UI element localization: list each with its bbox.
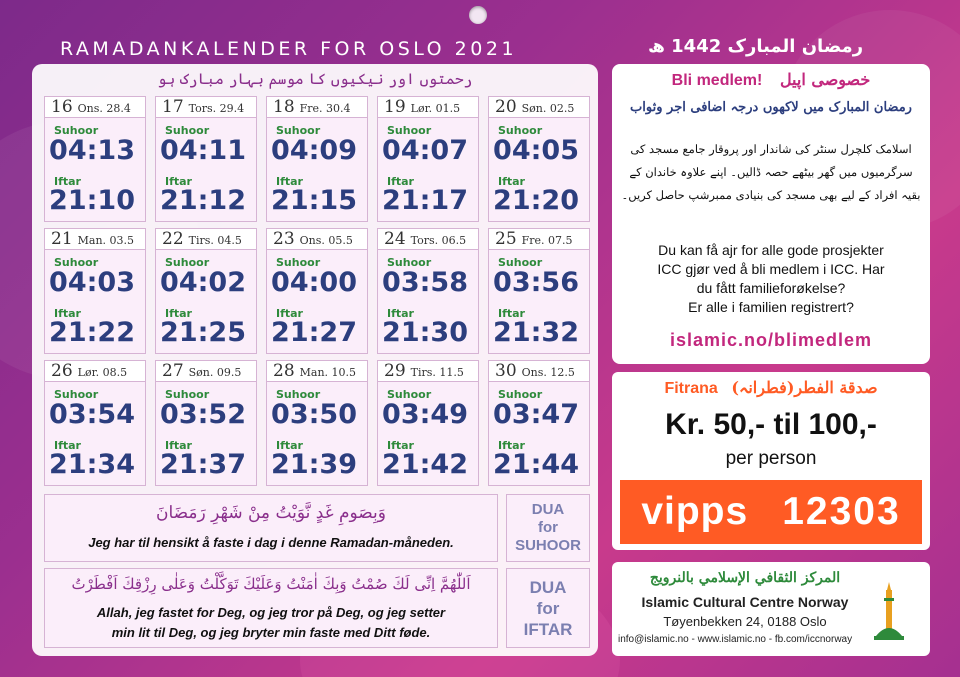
day-header [267,361,367,382]
suhoor-label: Suhoor [165,124,210,137]
fitrana-title: Fitrana [664,380,718,397]
day-number: 21 [51,229,73,249]
urdu-line-4: بقیہ افراد کے لیے بھی مسجد کی بنیادی ممبرشپ حاصل کریں۔ [621,188,921,202]
day-date: Lør. 01.5 [410,102,461,115]
day-header [378,361,478,382]
dua-word: DUA [529,578,567,597]
suhoor-time: 04:07 [382,135,468,166]
suhoor-label: Suhoor [276,256,321,269]
suhoor-time: 03:58 [382,267,468,298]
suhoor-label: Suhoor [165,388,210,401]
iftar-label: Iftar [276,307,303,320]
dua-suhoor-text: Jeg har til hensikt å faste i dag i denne Ramadan-måneden. [88,535,454,550]
mosque-logo-icon [872,580,906,644]
day-cell [488,360,590,486]
suhoor-label: Suhoor [387,124,432,137]
icc-name: Islamic Cultural Centre Norway [641,594,849,610]
iftar-label: Iftar [276,175,303,188]
day-cell [44,360,146,486]
day-date: Ons. 05.5 [299,234,353,247]
dua-iftar-arabic: اَللّٰهُمَّ اِنِّى لَكَ صُمْتُ وَبِكَ اٰمَنْتُ وَعَلَيْكَ تَوَكَّلْتُ وَعَلٰى رِزْقِكَ اَفْطَرْتُ [71,575,471,593]
suhoor-time: 04:09 [271,135,357,166]
for-word: for [538,519,558,536]
day-cell [44,96,146,222]
day-date: Ons. 28.4 [77,102,131,115]
day-header [267,97,367,118]
suhoor-time: 03:52 [160,399,246,430]
for-word: for [536,599,560,618]
iftar-time: 21:27 [271,317,357,348]
suhoor-time: 04:00 [271,267,357,298]
icc-address: Tøyenbekken 24, 0188 Oslo [663,614,827,629]
day-date: Søn. 02.5 [521,102,575,115]
day-cell [266,360,368,486]
dua-iftar-label [506,568,590,648]
iftar-label: Iftar [387,307,414,320]
day-date: Ons. 12.5 [521,366,575,379]
suhoor-time: 03:54 [49,399,135,430]
day-cell [44,228,146,354]
suhoor-label: Suhoor [54,256,99,269]
calendar-panel [32,64,598,656]
day-number: 16 [51,97,73,117]
fitrana-arabic: صدقة الفطر(فطرانہ) [731,378,878,397]
day-date: Tors. 29.4 [188,102,245,115]
icc-contact: info@islamic.no - www.islamic.no - fb.com/iccnorway [618,634,853,645]
suhoor-time: 03:50 [271,399,357,430]
suhoor-label: Suhoor [498,256,543,269]
day-header [45,97,145,118]
suhoor-label: Suhoor [498,388,543,401]
day-number: 23 [273,229,295,249]
day-date: Tirs. 11.5 [410,366,464,379]
day-date: Man. 03.5 [77,234,135,247]
urdu-heading: رحمتوں اور نیکیوں کا موسم بہار مبارک ہو [157,70,473,88]
day-date: Lør. 08.5 [77,366,128,379]
day-date: Man. 10.5 [299,366,357,379]
iftar-label: Iftar [54,175,81,188]
iftar-label: Iftar [498,175,525,188]
day-header [378,229,478,250]
suhoor-time: 04:03 [49,267,135,298]
suhoor-label: Suhoor [165,256,210,269]
day-cell [155,96,257,222]
suhoor-time: 03:56 [493,267,579,298]
suhoor-time: 03:47 [493,399,579,430]
iftar-label: Iftar [498,307,525,320]
day-number: 24 [384,229,406,249]
dua-suhoor-box [44,494,498,562]
fitrana-amount: Kr. 50,- til 100,- [665,408,877,441]
iftar-label: Iftar [387,439,414,452]
day-number: 20 [495,97,517,117]
iftar-time: 21:39 [271,449,357,480]
iftar-time: 21:34 [49,449,135,480]
iftar-label: Iftar [276,439,303,452]
day-number: 30 [495,361,517,381]
membership-heading [612,70,930,90]
day-header [45,361,145,382]
membership-url[interactable]: islamic.no/blimedlem [669,330,873,350]
iftar-time: 21:15 [271,185,357,216]
suhoor-word: SUHOOR [515,537,581,554]
dua-iftar-text-1: Allah, jeg fastet for Deg, og jeg tror på Deg, og jeg setter [96,605,446,620]
day-cell [155,360,257,486]
vipps-banner[interactable] [620,480,922,544]
iftar-time: 21:42 [382,449,468,480]
suhoor-time: 04:11 [160,135,246,166]
day-number: 22 [162,229,184,249]
vipps-number: 12303 [782,490,901,533]
dua-word: DUA [531,501,565,518]
iftar-time: 21:32 [493,317,579,348]
fitrana-heading [612,378,930,398]
iftar-time: 21:30 [382,317,468,348]
iftar-label: Iftar [54,439,81,452]
day-number: 19 [384,97,406,117]
iftar-word: IFTAR [523,620,573,639]
fitrana-panel [612,372,930,550]
day-cell [488,96,590,222]
day-number: 17 [162,97,184,117]
iftar-time: 21:37 [160,449,246,480]
iftar-label: Iftar [165,307,192,320]
iftar-time: 21:25 [160,317,246,348]
iftar-label: Iftar [498,439,525,452]
day-header [156,361,256,382]
suhoor-time: 04:13 [49,135,135,166]
urdu-line-3: سرگرمیوں میں گھر بیٹھے حصہ ڈالیں۔ اپنے علاوہ خاندان کے [629,165,913,179]
iftar-time: 21:17 [382,185,468,216]
day-date: Fre. 30.4 [299,102,351,115]
day-cell [377,228,479,354]
suhoor-label: Suhoor [498,124,543,137]
iftar-label: Iftar [387,175,414,188]
urdu-line-1: رمضان المبارک میں لاکھوں درجہ اضافی اجر وثواب [630,100,912,115]
day-header [156,97,256,118]
hijri-year: رمضان المبارک 1442 ھ [648,36,864,57]
day-number: 18 [273,97,295,117]
urdu-offer: خصوصی اپیل [779,70,871,89]
page-title: RAMADANKALENDER FOR OSLO 2021 [60,38,518,60]
day-header [267,229,367,250]
day-number: 29 [384,361,406,381]
day-header [489,97,589,118]
day-cell [266,228,368,354]
suhoor-time: 04:05 [493,135,579,166]
suhoor-label: Suhoor [276,388,321,401]
norwegian-line-3: du fått familieforøkelse? [696,280,846,296]
suhoor-label: Suhoor [387,256,432,269]
iftar-time: 21:12 [160,185,246,216]
iftar-label: Iftar [165,175,192,188]
dua-iftar-box [44,568,498,648]
suhoor-time: 03:49 [382,399,468,430]
day-number: 28 [273,361,295,381]
day-cell [155,228,257,354]
day-cell [377,360,479,486]
suhoor-label: Suhoor [54,388,99,401]
membership-panel [612,64,930,364]
day-number: 25 [495,229,517,249]
urdu-line-2: اسلامک کلچرل سنٹر کی شاندار اور پروقار جامع مسجد کی [630,142,912,156]
day-date: Tors. 06.5 [410,234,467,247]
suhoor-label: Suhoor [54,124,99,137]
iftar-label: Iftar [54,307,81,320]
dua-suhoor-label [506,494,590,562]
iftar-label: Iftar [165,439,192,452]
hanging-hole [469,6,487,24]
iftar-time: 21:10 [49,185,135,216]
day-cell [488,228,590,354]
day-date: Fre. 07.5 [521,234,573,247]
day-header [489,361,589,382]
dua-iftar-text-2: min lit til Deg, og jeg bryter min faste med Ditt føde. [111,625,431,640]
suhoor-label: Suhoor [276,124,321,137]
iftar-time: 21:44 [493,449,579,480]
membership-title: Bli medlem! [671,72,763,89]
day-number: 27 [162,361,184,381]
day-number: 26 [51,361,73,381]
norwegian-line-1: Du kan få ajr for alle gode prosjekter [658,242,884,258]
icc-arabic-name: المركز الثقافي الإسلامي بالنرويج [649,570,841,586]
day-header [156,229,256,250]
day-date: Søn. 09.5 [188,366,242,379]
iftar-time: 21:22 [49,317,135,348]
day-cell [377,96,479,222]
day-header [45,229,145,250]
day-cell [266,96,368,222]
fitrana-per-person: per person [725,448,817,469]
iftar-time: 21:20 [493,185,579,216]
suhoor-label: Suhoor [387,388,432,401]
vipps-logo: vipps [641,490,749,533]
day-date: Tirs. 04.5 [188,234,242,247]
icc-panel [612,562,930,656]
dua-suhoor-arabic: وَبِصَومِ غَدٍ نَّوَيْتُ مِنْ شَهْرِ رَمَضَانَ [156,503,386,523]
norwegian-line-4: Er alle i familien registrert? [688,299,854,315]
suhoor-time: 04:02 [160,267,246,298]
day-header [489,229,589,250]
day-header [378,97,478,118]
norwegian-line-2: ICC gjør ved å bli medlem i ICC. Har [657,261,885,277]
